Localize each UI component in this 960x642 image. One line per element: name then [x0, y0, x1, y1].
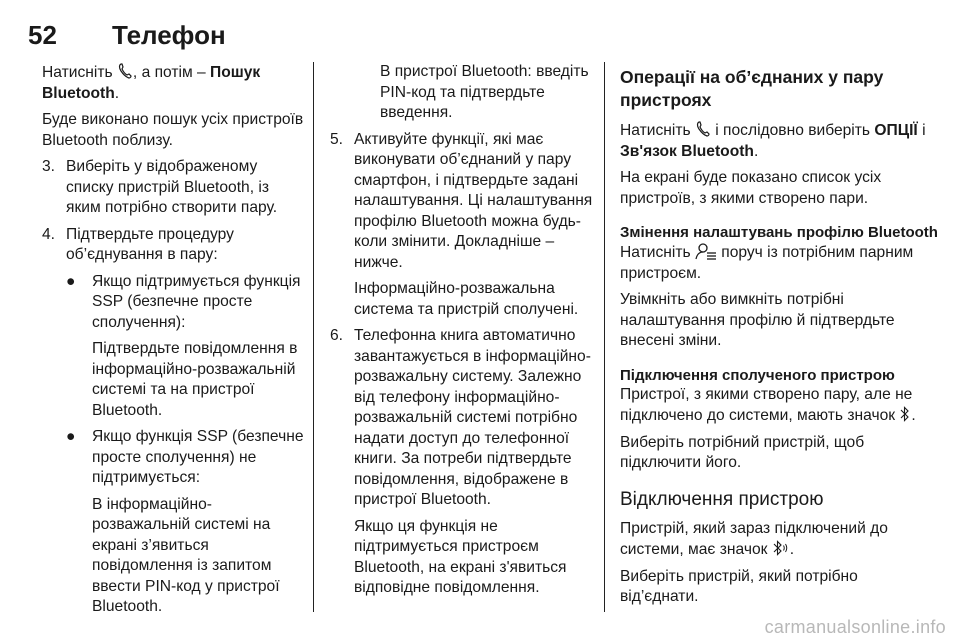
- column-divider-2: [604, 62, 605, 612]
- bullet-text: Підтвердьте повідомлення в інформаційно-розважальній системі та на пристрої Bluetooth.: [92, 340, 298, 419]
- step-3: [42, 157, 307, 219]
- heading-disconnect-device: Відключення пристрою: [620, 488, 824, 510]
- phone-icon: [117, 62, 133, 80]
- page-number: 52: [28, 20, 57, 50]
- step-note: Якщо ця функція не підтримується пристроєм Bluetooth, на екрані з'явиться відповідне повідомлення.: [354, 517, 567, 596]
- paragraph-select-to-disconnect: Виберіть пристрій, який потрібно від’єднати.: [620, 567, 858, 605]
- text: і послідовно виберіть: [710, 122, 875, 139]
- options-label: ОПЦІЇ: [874, 122, 918, 139]
- bluetooth-connected-icon: [772, 539, 790, 557]
- column-1: [42, 62, 307, 624]
- watermark: carmanualsonline.info: [764, 617, 946, 637]
- heading-connect-device: Підключення сполученого пристрою: [620, 366, 895, 384]
- text: , а потім –: [132, 64, 211, 81]
- step-number: 6.: [330, 327, 344, 344]
- step-text: Телефонна книга автоматично завантажується в інформаційно-розважальну систему. Залежно від телефону інформаційно-розважальній системі потрібно надати доступ до телефонної книги. За потреби підтвердьте повідомлення, відображене в пристрої Bluetooth.: [354, 327, 591, 508]
- bullet-text: В інформаційно-розважальній системі на екрані з’явиться повідомлення із запитом ввести PIN-код у пристрої Bluetooth.: [92, 495, 280, 615]
- step-5: [330, 130, 598, 321]
- text: Натисніть: [42, 64, 117, 81]
- bullet-intro: Якщо підтримується функція SSP (безпечне просте сполучення):: [92, 272, 301, 331]
- bullet-ssp-supported: [42, 272, 307, 422]
- paragraph-connected-device: [620, 519, 938, 561]
- step-text: Активуйте функції, які має виконувати об’єднаний у пару смартфон, і підтвердьте задані налаштування. Ці налаштування профілю Bluetooth можна будь-коли змінити. Докладніше – нижче.: [354, 130, 593, 271]
- heading-change-profile: Змінення налаштувань профілю Bluetooth: [620, 224, 938, 241]
- paragraph-search-result: Буде виконано пошук усіх пристроїв Bluetooth поблизу.: [42, 111, 304, 149]
- step-6: [330, 326, 598, 599]
- bluetooth-connection-label: Зв'язок Bluetooth: [620, 142, 754, 160]
- text: і: [917, 122, 926, 139]
- paragraph-search: [42, 62, 307, 104]
- pin-instruction: В пристрої Bluetooth: введіть PIN-код та підтвердьте введення.: [380, 63, 589, 121]
- page-title: Телефон: [112, 20, 226, 50]
- step-number: 4.: [42, 225, 56, 243]
- step-note: Інформаційно-розважальна система та пристрій сполучені.: [354, 280, 579, 318]
- text: .: [911, 407, 916, 424]
- paragraph-device-list: На екрані буде показано список усіх пристроїв, з якими створено пари.: [620, 169, 882, 207]
- settings-person-icon: [695, 242, 717, 260]
- paragraph-press-settings: [620, 242, 938, 284]
- step-text: Підтвердьте процедуру об’єднування в пару:: [66, 225, 234, 263]
- step-number: 3.: [42, 158, 56, 175]
- heading-paired-operations: Операції на об’єднаних у пару пристроях: [620, 67, 884, 110]
- bullet-mark: ●: [66, 272, 76, 290]
- bullet-mark: ●: [66, 428, 76, 445]
- column-divider-1: [313, 62, 314, 612]
- bullet-intro: Якщо функція SSP (безпечне просте сполучення) не підтримується:: [92, 428, 304, 486]
- text: Натисніть: [620, 122, 695, 139]
- text: .: [114, 84, 120, 102]
- text: .: [753, 142, 759, 160]
- column-3: [620, 62, 938, 614]
- phone-icon: [695, 120, 711, 138]
- bullet-ssp-unsupported: [42, 427, 307, 618]
- column-2: [330, 62, 598, 605]
- paragraph-paired-not-connected: [620, 385, 938, 427]
- bluetooth-icon: [899, 405, 911, 423]
- text: .: [789, 541, 795, 558]
- text: Натисніть: [620, 244, 695, 261]
- step-number: 5.: [330, 130, 344, 148]
- text: Пристрої, з якими створено пару, але не підключено до системи, мають значок: [620, 385, 913, 424]
- step-4: [42, 225, 307, 266]
- step-text: Виберіть у відображеному списку пристрій Bluetooth, із яким потрібно створити пару.: [66, 158, 278, 216]
- text: поруч із потрібним парним пристроєм.: [620, 244, 914, 282]
- paragraph-open-options: [620, 120, 938, 162]
- paragraph-toggle-profile: Увімкніть або вимкніть потрібні налаштування профілю й підтвердьте внесені зміни.: [620, 291, 895, 349]
- search-bluetooth-label: Пошук Bluetooth: [42, 64, 261, 102]
- paragraph-select-to-connect: Виберіть потрібний пристрій, щоб підключити його.: [620, 433, 865, 471]
- text: Пристрій, який зараз підключений до системи, має значок: [620, 519, 888, 558]
